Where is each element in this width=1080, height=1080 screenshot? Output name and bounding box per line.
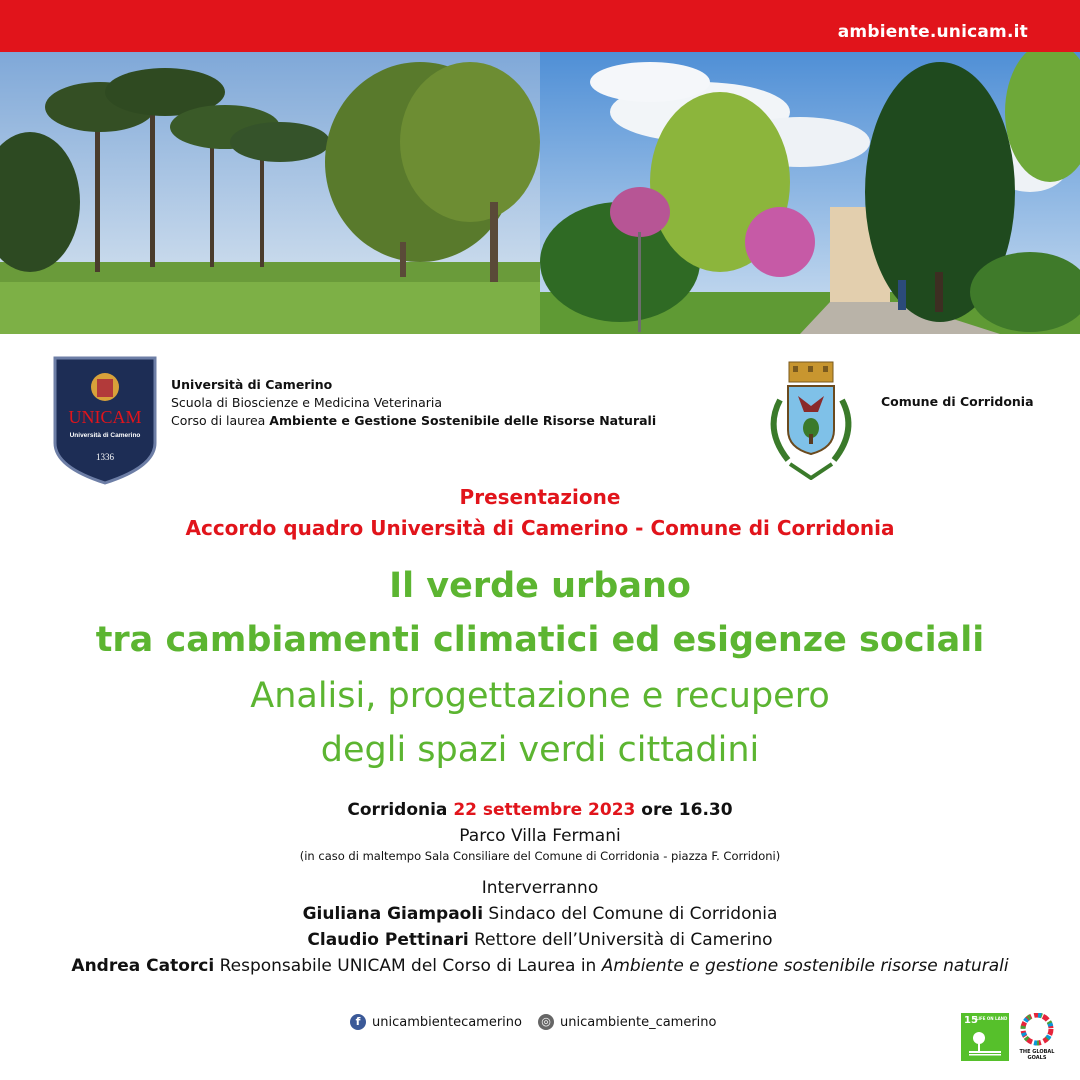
sdg-label: LIFE ON LAND bbox=[976, 1016, 1008, 1021]
course-prefix: Corso di laurea bbox=[171, 413, 270, 428]
speaker-item bbox=[0, 904, 1080, 924]
facebook-handle: unicambientecamerino bbox=[372, 1014, 522, 1030]
event-venue-note: (in caso di maltempo Sala Consiliare del Comune di Corridonia - piazza F. Corridoni) bbox=[299, 849, 781, 863]
school-name: Scuola di Bioscienze e Medicina Veterinaria bbox=[171, 395, 443, 410]
instagram-handle: unicambiente_camerino bbox=[560, 1014, 717, 1030]
presentation-subtitle: Accordo quadro Università di Camerino - Comune di Corridonia bbox=[185, 516, 895, 540]
speakers-heading: Interverranno bbox=[481, 878, 599, 898]
speaker-item bbox=[0, 930, 1080, 950]
unicam-logo-year: 1336 bbox=[96, 452, 114, 462]
park-photo bbox=[0, 52, 1080, 334]
speaker-name: Giuliana Giampaoli bbox=[302, 904, 484, 924]
unicam-logo-name: UNICAM bbox=[68, 407, 142, 427]
event-time: ore 16.30 bbox=[635, 800, 733, 820]
course-title: Ambiente e Gestione Sostenibile delle Risorse Naturali bbox=[269, 413, 657, 428]
speaker-name: Andrea Catorci bbox=[71, 956, 215, 976]
facebook-link[interactable] bbox=[350, 1014, 522, 1030]
speaker-role: Rettore dell’Università di Camerino bbox=[468, 930, 773, 950]
speaker-role: Responsabile UNICAM del Corso di Laurea in bbox=[214, 956, 602, 976]
title-line-1: Il verde urbano bbox=[389, 566, 691, 606]
comune-coat-of-arms-icon bbox=[758, 360, 864, 480]
sdg-15-life-on-land-icon bbox=[961, 1013, 1009, 1061]
event-venue: Parco Villa Fermani bbox=[459, 826, 621, 846]
event-city: Corridonia bbox=[347, 800, 454, 820]
speaker-name: Claudio Pettinari bbox=[307, 930, 469, 950]
title-line-2: tra cambiamenti climatici ed esigenze sociali bbox=[95, 620, 985, 660]
speaker-course: Ambiente e gestione sostenibile risorse naturali bbox=[601, 956, 1009, 976]
instagram-icon: ◎ bbox=[538, 1014, 554, 1030]
university-name: Università di Camerino bbox=[171, 377, 333, 392]
unicam-logo bbox=[52, 355, 158, 485]
global-goals-logo-icon bbox=[1013, 1013, 1061, 1061]
subtitle-line-1: Analisi, progettazione e recupero bbox=[250, 676, 830, 716]
speaker-item bbox=[0, 956, 1080, 976]
university-info bbox=[171, 376, 656, 430]
unicam-logo-sub: Università di Camerino bbox=[69, 432, 141, 439]
top-bar bbox=[0, 0, 1080, 52]
comune-name: Comune di Corridonia bbox=[881, 394, 1034, 409]
subtitle-line-2: degli spazi verdi cittadini bbox=[320, 730, 760, 770]
course-name bbox=[171, 412, 656, 430]
sdg-number: 15 bbox=[964, 1015, 978, 1026]
global-goals-label: THE GLOBAL GOALS bbox=[1019, 1049, 1055, 1061]
event-date-value: 22 settembre 2023 bbox=[453, 800, 636, 820]
speaker-role: Sindaco del Comune di Corridonia bbox=[483, 904, 778, 924]
presentation-label: Presentazione bbox=[459, 485, 621, 509]
facebook-icon: f bbox=[350, 1014, 366, 1030]
instagram-link[interactable] bbox=[538, 1014, 717, 1030]
event-date bbox=[0, 800, 1080, 820]
site-url[interactable]: ambiente.unicam.it bbox=[837, 22, 1028, 42]
